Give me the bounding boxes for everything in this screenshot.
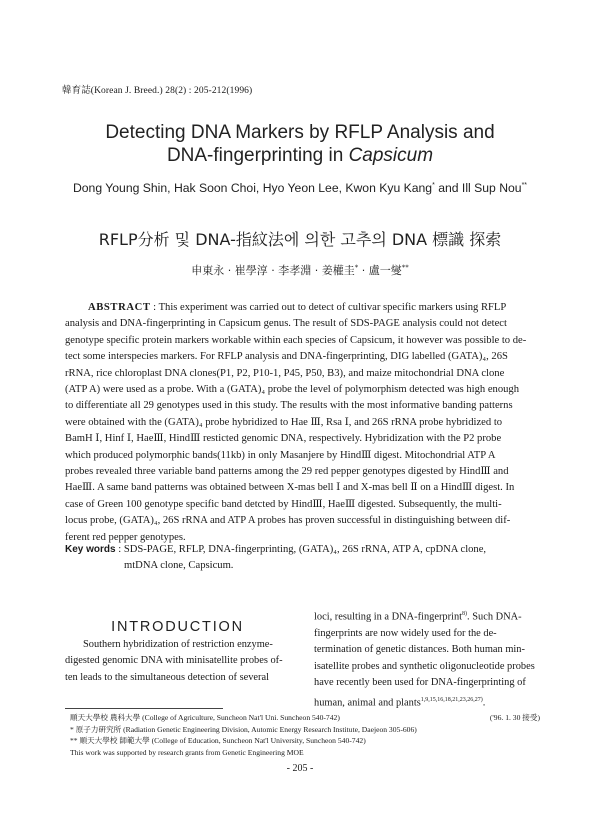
body-line: human, animal and plants$^{1,9,15,16,18,21,23,26,27)}$. <box>314 696 486 708</box>
abstract-line: BamH Ⅰ, Hinf Ⅰ, HaeⅢ, HindⅢ resticted genomic DNA, respectively. Hybridization with the P2 probe <box>65 433 502 445</box>
introduction-left-column <box>65 637 290 686</box>
keywords <box>65 542 535 575</box>
abstract-line: ferent red pepper genotypes. <box>65 531 186 543</box>
body-line: Southern hybridization of restriction enzyme- <box>83 639 273 650</box>
abstract-label: ABSTRACT <box>88 302 151 313</box>
title-genus: Capsicum <box>348 145 434 166</box>
korean-title: RFLP分析 및 DNA-指紋法에 의한 고추의 DNA 標識 探索 <box>98 230 502 249</box>
abstract-line: were obtained with the (GATA)₄ probe hybridized to Hae Ⅲ, Rsa Ⅰ, and 26S rRNA probe hybridized to <box>65 416 503 428</box>
keywords-line-2: mtDNA clone, Capsicum. <box>124 560 234 572</box>
body-line: termination of genetic distances. Both human min- <box>314 644 525 656</box>
abstract-line: rRNA, rice chloroplast DNA clones(P1, P2, P10-1, P45, P50, B3), and maize mitochondrial DNA clone <box>65 367 505 379</box>
body-line: ten leads to the simultaneous detection of several <box>65 671 269 683</box>
abstract-line: (ATP A) were used as a probe. With a (GATA)₄ probe the level of polymorphism detected was high enough <box>65 384 520 396</box>
keywords-label: Key words <box>65 544 116 555</box>
citation-marker: 1,9,15,16,18,21,23,26,27) <box>420 696 483 703</box>
journal-citation: 韓育誌(Korean J. Breed.) 28(2) : 205-212(1996) <box>62 86 253 96</box>
body-line: fingerprints are now widely used for the de- <box>314 627 497 639</box>
section-heading-introduction: INTRODUCTION <box>111 619 244 635</box>
title-line-2: DNA-fingerprinting in Capsicum <box>166 145 434 166</box>
author-list: Dong Young Shin, Hak Soon Choi, Hyo Yeon Lee, Kwon Kyu Kang* and Ill Sup Nou** <box>72 181 528 195</box>
title-line-1: Detecting DNA Markers by RFLP Analysis and <box>105 122 495 143</box>
korean-author-list: 申東永 · 崔學淳 · 李孝淵 · 姜權圭* · 盧一燮** <box>191 263 409 277</box>
body-line: isatellite probes and synthetic oligonucleotide probes <box>314 660 535 672</box>
footnote-line: * 原子力硏究所 (Radiation Genetic Engineering Division, Automic Energy Research Institute, Daejeon 305-606) <box>70 724 417 734</box>
received-date: ('96. 1. 30 接受) <box>489 713 540 722</box>
abstract-line: locus probe, (GATA)₄, 26S rRNA and ATP A probes has proven successful in distinguishing between dif- <box>65 515 511 527</box>
abstract <box>65 300 532 546</box>
footnote-line: 順天大學校 農科大學 (College of Agriculture, Suncheon Nat'l Uni. Suncheon 540-742) <box>70 713 340 722</box>
abstract-line: which produced polymorphic bands(11kb) in only Masanjere by HindⅢ digest. Mitochondrial ATP A <box>65 449 496 461</box>
abstract-line: tect some interspecies markers. For RFLP analysis and DNA-fingerprinting, DIG labelled (GATA)₄, 26S <box>65 351 508 363</box>
abstract-line: HaeⅢ. A same band patterns was obtained between X-mas bell Ⅰ and X-mas bell Ⅱ on a HindⅢ digest. In <box>65 482 515 494</box>
footnotes <box>70 712 545 758</box>
body-line: digested genomic DNA with minisatellite probes of- <box>65 655 283 667</box>
abstract-line: genotype specific protein markers workable within each species of Capsicum, it however was possible to de- <box>65 334 527 346</box>
body-line: have recently been used for DNA-fingerprinting of <box>314 677 526 689</box>
footnote-divider <box>65 708 223 709</box>
abstract-line: ABSTRACT : This experiment was carried out to detect of cultivar specific markers using RFLP <box>88 302 507 313</box>
footnote-line: This work was supported by research grants from Genetic Engineering MOE <box>70 747 304 757</box>
abstract-line: to differentiate all 29 genotypes used in this study. The results with the most informative banding patterns <box>65 400 513 412</box>
abstract-line: probes revealed three variable band patterns among the 29 red pepper genotypes digested by HindⅢ and <box>65 466 509 478</box>
citation-marker: 8) <box>462 611 468 617</box>
keywords-line-1: Key words : SDS-PAGE, RFLP, DNA-fingerprinting, (GATA)₄, 26S rRNA, ATP A, cpDNA clone, <box>65 544 487 555</box>
paper-title <box>40 121 560 167</box>
footnote-line: ** 順天大學校 師範大學 (College of Education, Suncheon Nat'l University, Suncheon 540-742) <box>70 736 366 745</box>
introduction-right-column <box>314 606 536 711</box>
abstract-line: case of Green 100 genotype specific band detcted by HindⅢ, HaeⅢ digested. Subsequently, the multi- <box>65 498 502 510</box>
page-number: - 205 - <box>286 763 314 774</box>
abstract-line: analysis and DNA-fingerprinting in Capsicum genus. The result of SDS-PAGE analysis could not detect <box>65 318 507 330</box>
body-line: loci, resulting in a DNA-fingerprint$^{8)}$. Such DNA- <box>314 611 522 623</box>
